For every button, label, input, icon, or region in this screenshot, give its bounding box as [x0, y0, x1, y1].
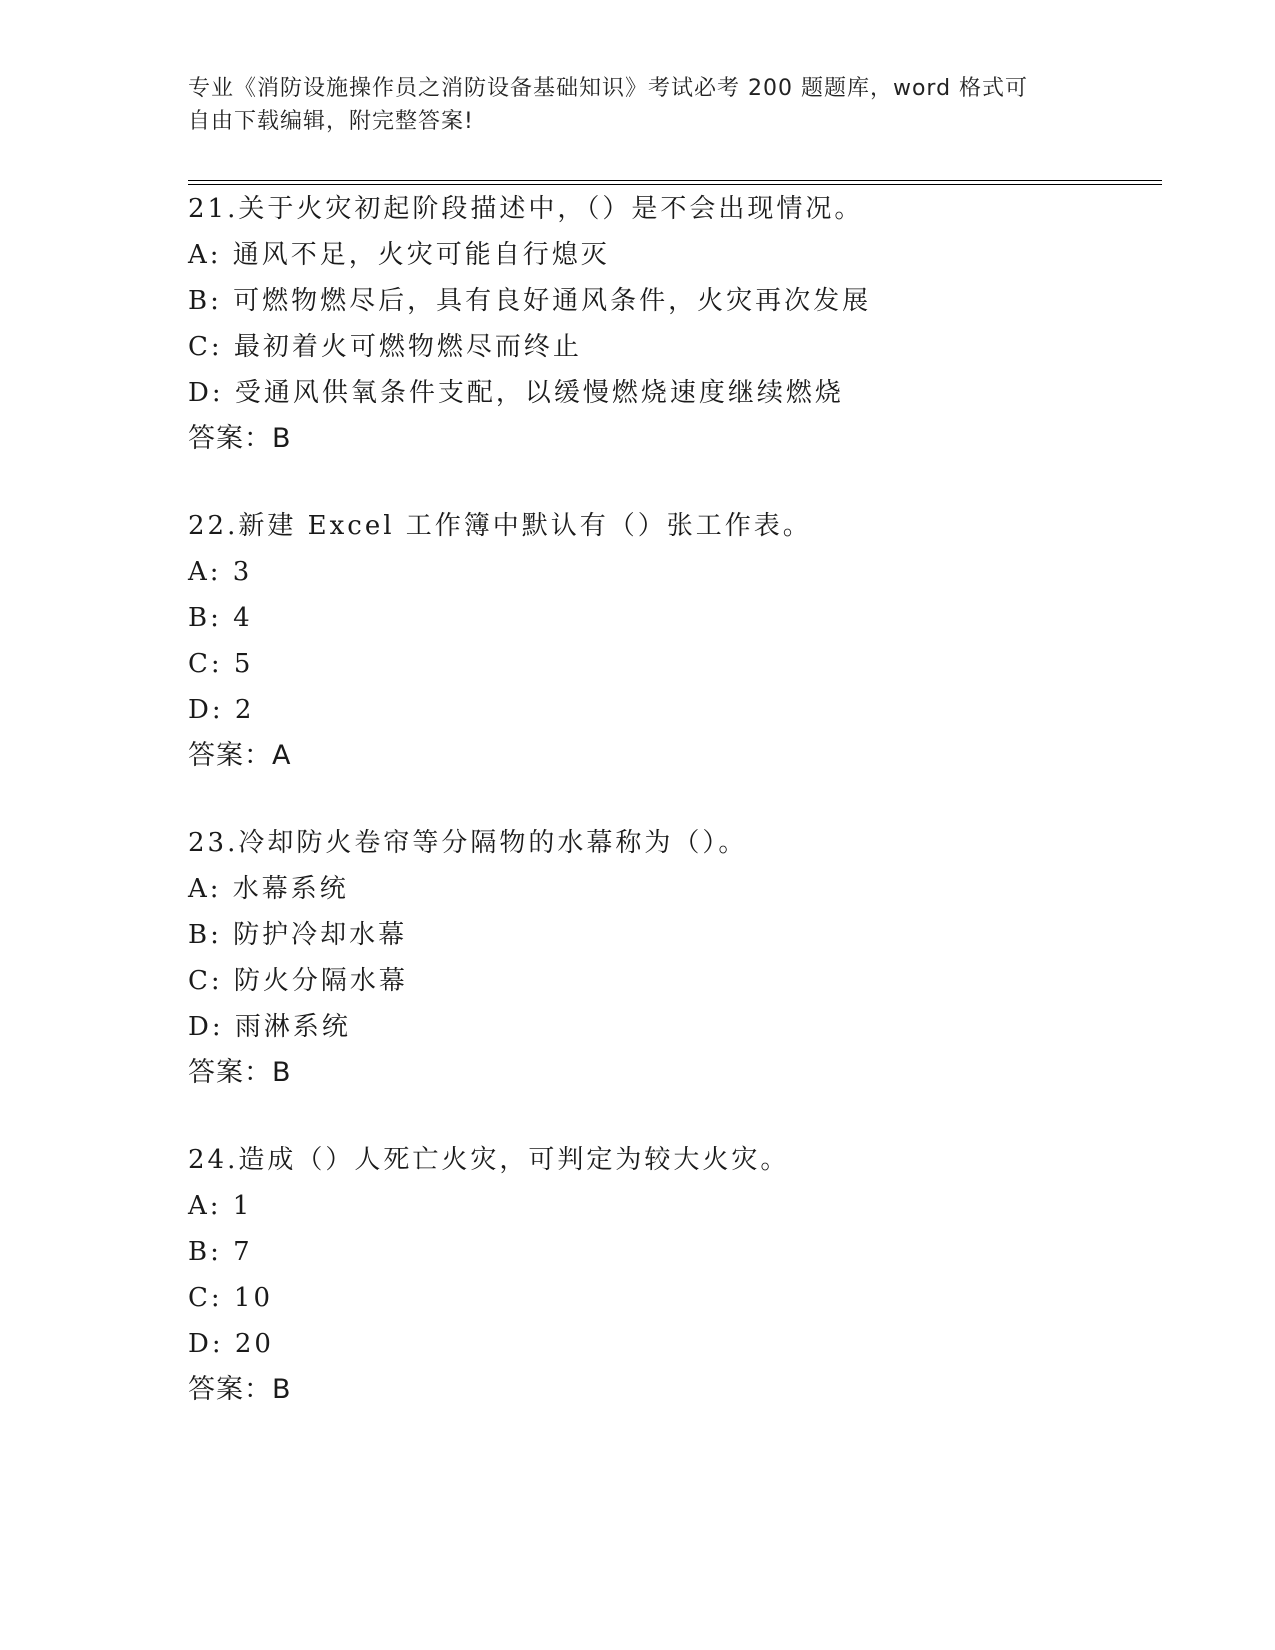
document-header — [188, 72, 1088, 138]
option-a: A: 通风不足，火灾可能自行熄灭 — [188, 240, 610, 270]
header-line-2: 自由下载编辑，附完整答案! — [188, 109, 474, 134]
question-23 — [188, 820, 1148, 1096]
answer: 答案：B — [188, 1374, 292, 1405]
option-a: A: 3 — [188, 557, 253, 587]
question-24 — [188, 1137, 1148, 1413]
question-22 — [188, 503, 1148, 779]
question-stem: 22.新建 Excel 工作簿中默认有（）张工作表。 — [188, 511, 812, 541]
option-b: B: 可燃物燃尽后，具有良好通风条件，火灾再次发展 — [188, 286, 872, 316]
option-c: C: 最初着火可燃物燃尽而终止 — [188, 332, 582, 362]
option-d: D: 20 — [188, 1329, 274, 1359]
option-b: B: 7 — [188, 1237, 253, 1267]
question-21 — [188, 186, 1148, 462]
option-d: D: 2 — [188, 695, 255, 725]
header-divider-bottom — [188, 184, 1162, 185]
option-d: D: 受通风供氧条件支配，以缓慢燃烧速度继续燃烧 — [188, 378, 844, 408]
option-c: C: 防火分隔水幕 — [188, 966, 408, 996]
answer: 答案：A — [188, 740, 292, 771]
option-a: A: 1 — [188, 1191, 253, 1221]
question-stem: 21.关于火灾初起阶段描述中，（）是不会出现情况。 — [188, 194, 864, 224]
answer: 答案：B — [188, 1057, 292, 1088]
question-stem: 23.冷却防火卷帘等分隔物的水幕称为（）。 — [188, 828, 748, 858]
option-a: A: 水幕系统 — [188, 874, 349, 904]
question-stem: 24.造成（）人死亡火灾，可判定为较大火灾。 — [188, 1145, 790, 1175]
answer: 答案：B — [188, 423, 292, 454]
option-b: B: 4 — [188, 603, 253, 633]
option-b: B: 防护冷却水幕 — [188, 920, 408, 950]
header-divider-top — [188, 180, 1162, 181]
header-line-1: 专业《消防设施操作员之消防设备基础知识》考试必考 200 题题库，word 格式可 — [188, 76, 1029, 101]
option-d: D: 雨淋系统 — [188, 1012, 351, 1042]
option-c: C: 5 — [188, 649, 254, 679]
option-c: C: 10 — [188, 1283, 274, 1313]
